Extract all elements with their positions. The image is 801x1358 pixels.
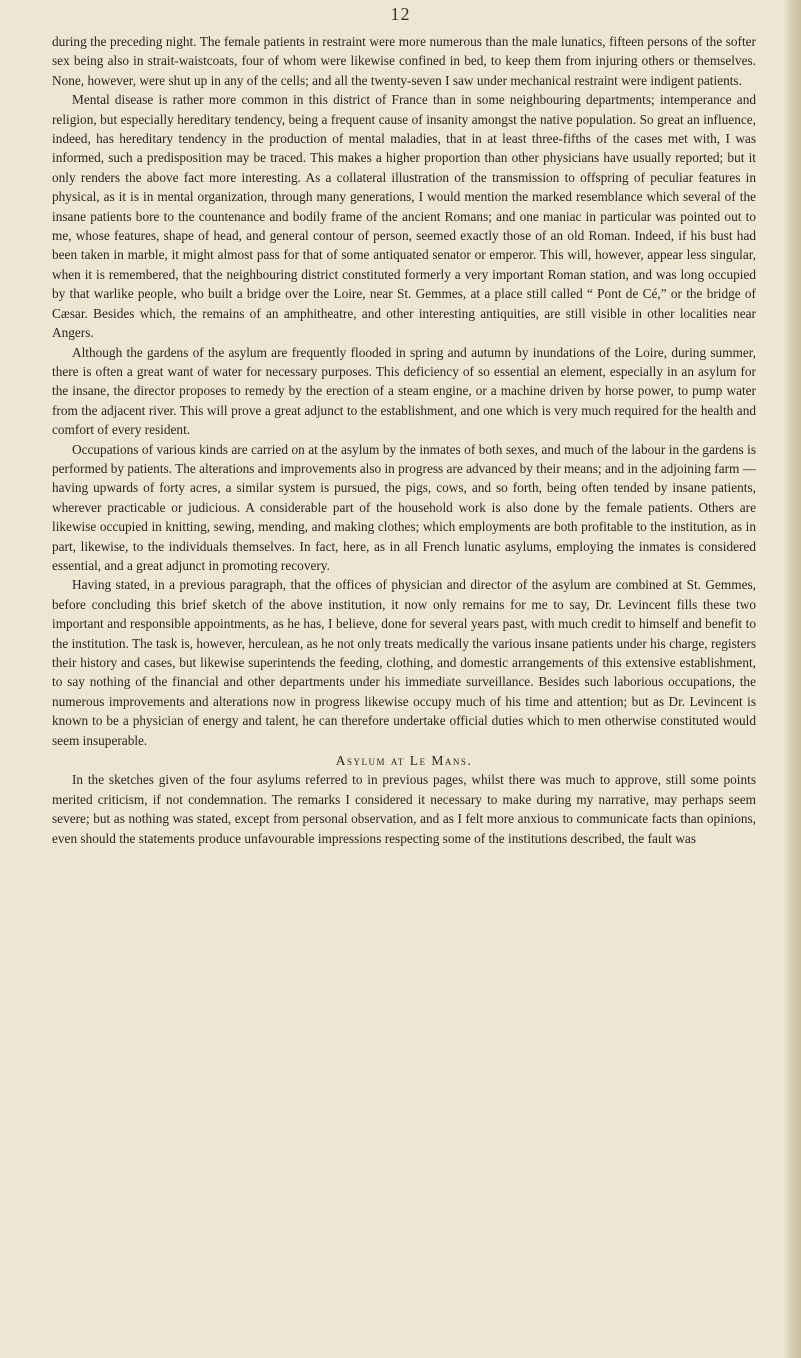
page-number: 12 bbox=[390, 4, 411, 24]
paragraph-water-supply: Although the gardens of the asylum are frequently flooded in spring and autumn by inundations of the Loire, during summer, there is often a great want of water for necessary purposes. This deficiency of so essential an element, especially in an asylum for the insane, the director proposes to remedy by the erection of a steam engine, or a machine driven by horse power, to pump water from the adjacent river. This will prove a great adjunct to the establishment, and one which is very much required for the health and comfort of every resident. bbox=[52, 344, 756, 438]
paragraph-restraint: during the preceding night. The female patients in restraint were more numerous than the male lunatics, fifteen persons of the softer sex being also in strait-waistcoats, four of whom were likewise confined in bed, to keep them from injuring others or themselves. None, however, were shut up in any of the cells; and all the twenty-seven I saw under mechanical restraint were indigent patients. bbox=[52, 34, 756, 88]
paragraph-occupations: Occupations of various kinds are carried on at the asylum by the inmates of both sexes, and much of the labour in the gardens is performed by patients. The alterations and improvements also in progress are advanced by their means; and in the adjoining farm —having upwards of forty acres, a similar system is pursued, the pigs, cows, and so forth, being often tended by insane patients, wherever practicable or judicious. A considerable part of the household work is also done by the female patients. Others are likewise occupied in knitting, sewing, mending, and making clothes; which employments are both profitable to the institution, as in part, likewise, to the individuals themselves. In fact, here, as in all French lunatic asylums, employing the inmates is considered essential, and a great adjunct in promoting recovery. bbox=[52, 441, 756, 573]
section-heading: Asylum at Le Mans. bbox=[335, 753, 473, 769]
paragraph-director: Having stated, in a previous paragraph, that the offices of physician and director of the asylum are combined at St. Gemmes, before concluding this brief sketch of the above institution, it now only remains for me to say, Dr. Levincent fills these two important and responsible appointments, as he has, I believe, done for several years past, with much credit to himself and benefit to the institution. The task is, however, herculean, as he not only treats medically the various insane patients under his charge, registers their history and cases, but likewise superintends the feeding, clothing, and domestic arrangements of this extensive establishment, to say nothing of the financial and other departments under his immediate surveillance. Besides such laborious occupations, the numerous improvements and alterations now in progress likewise occupy much of his time and attention; but as Dr. Levincent is known to be a physician of energy and talent, he can therefore undertake official duties which to men otherwise constituted would seem insuperable. bbox=[52, 577, 756, 748]
page-edge bbox=[783, 0, 801, 1358]
paragraph-hereditary: Mental disease is rather more common in this district of France than in some neighbouring departments; intemperance and religion, but especially hereditary tendency, being a frequent cause of insanity amongst the native population. So great an influence, indeed, has hereditary tendency in the production of mental maladies, that in at least three-fifths of the cases met with, I was informed, such a predisposition may be traced. This makes a higher proportion than other physicians have usually reported; but it only renders the above fact more interesting. As a collateral illustration of the transmission to offspring of peculiar features in physical, as it is in mental organization, through many generations, I would mention the marked resemblance which several of the insane patients bore to the countenance and bodily frame of the ancient Romans; and one maniac in particular was pointed out to me, whose features, shape of head, and general contour of person, seemed exactly those of an old Roman. Indeed, if his bust had been taken in marble, it might almost pass for that of some antiquated senator or emperor. This will, however, appear less singular, when it is remembered, that the neighbouring district constituted formerly a very important Roman station, and was long occupied by that warlike people, who built a bridge over the Loire, near St. Gemmes, at a place still called “ Pont de Cé,” or the bridge of Cæsar. Besides which, the remains of an amphitheatre, and other interesting antiquities, are still visible in other localities near Angers. bbox=[52, 92, 756, 341]
body-text bbox=[52, 32, 756, 848]
paragraph-le-mans-intro: In the sketches given of the four asylums referred to in previous pages, whilst there was much to approve, still some points merited criticism, if not condemnation. The remarks I considered it necessary to make during my narrative, may perhaps seem severe; but as nothing was stated, except from personal observation, and as I felt more anxious to communicate facts than opinions, even should the statements produce unfavourable impressions respecting some of the institutions described, the fault was bbox=[52, 772, 756, 846]
